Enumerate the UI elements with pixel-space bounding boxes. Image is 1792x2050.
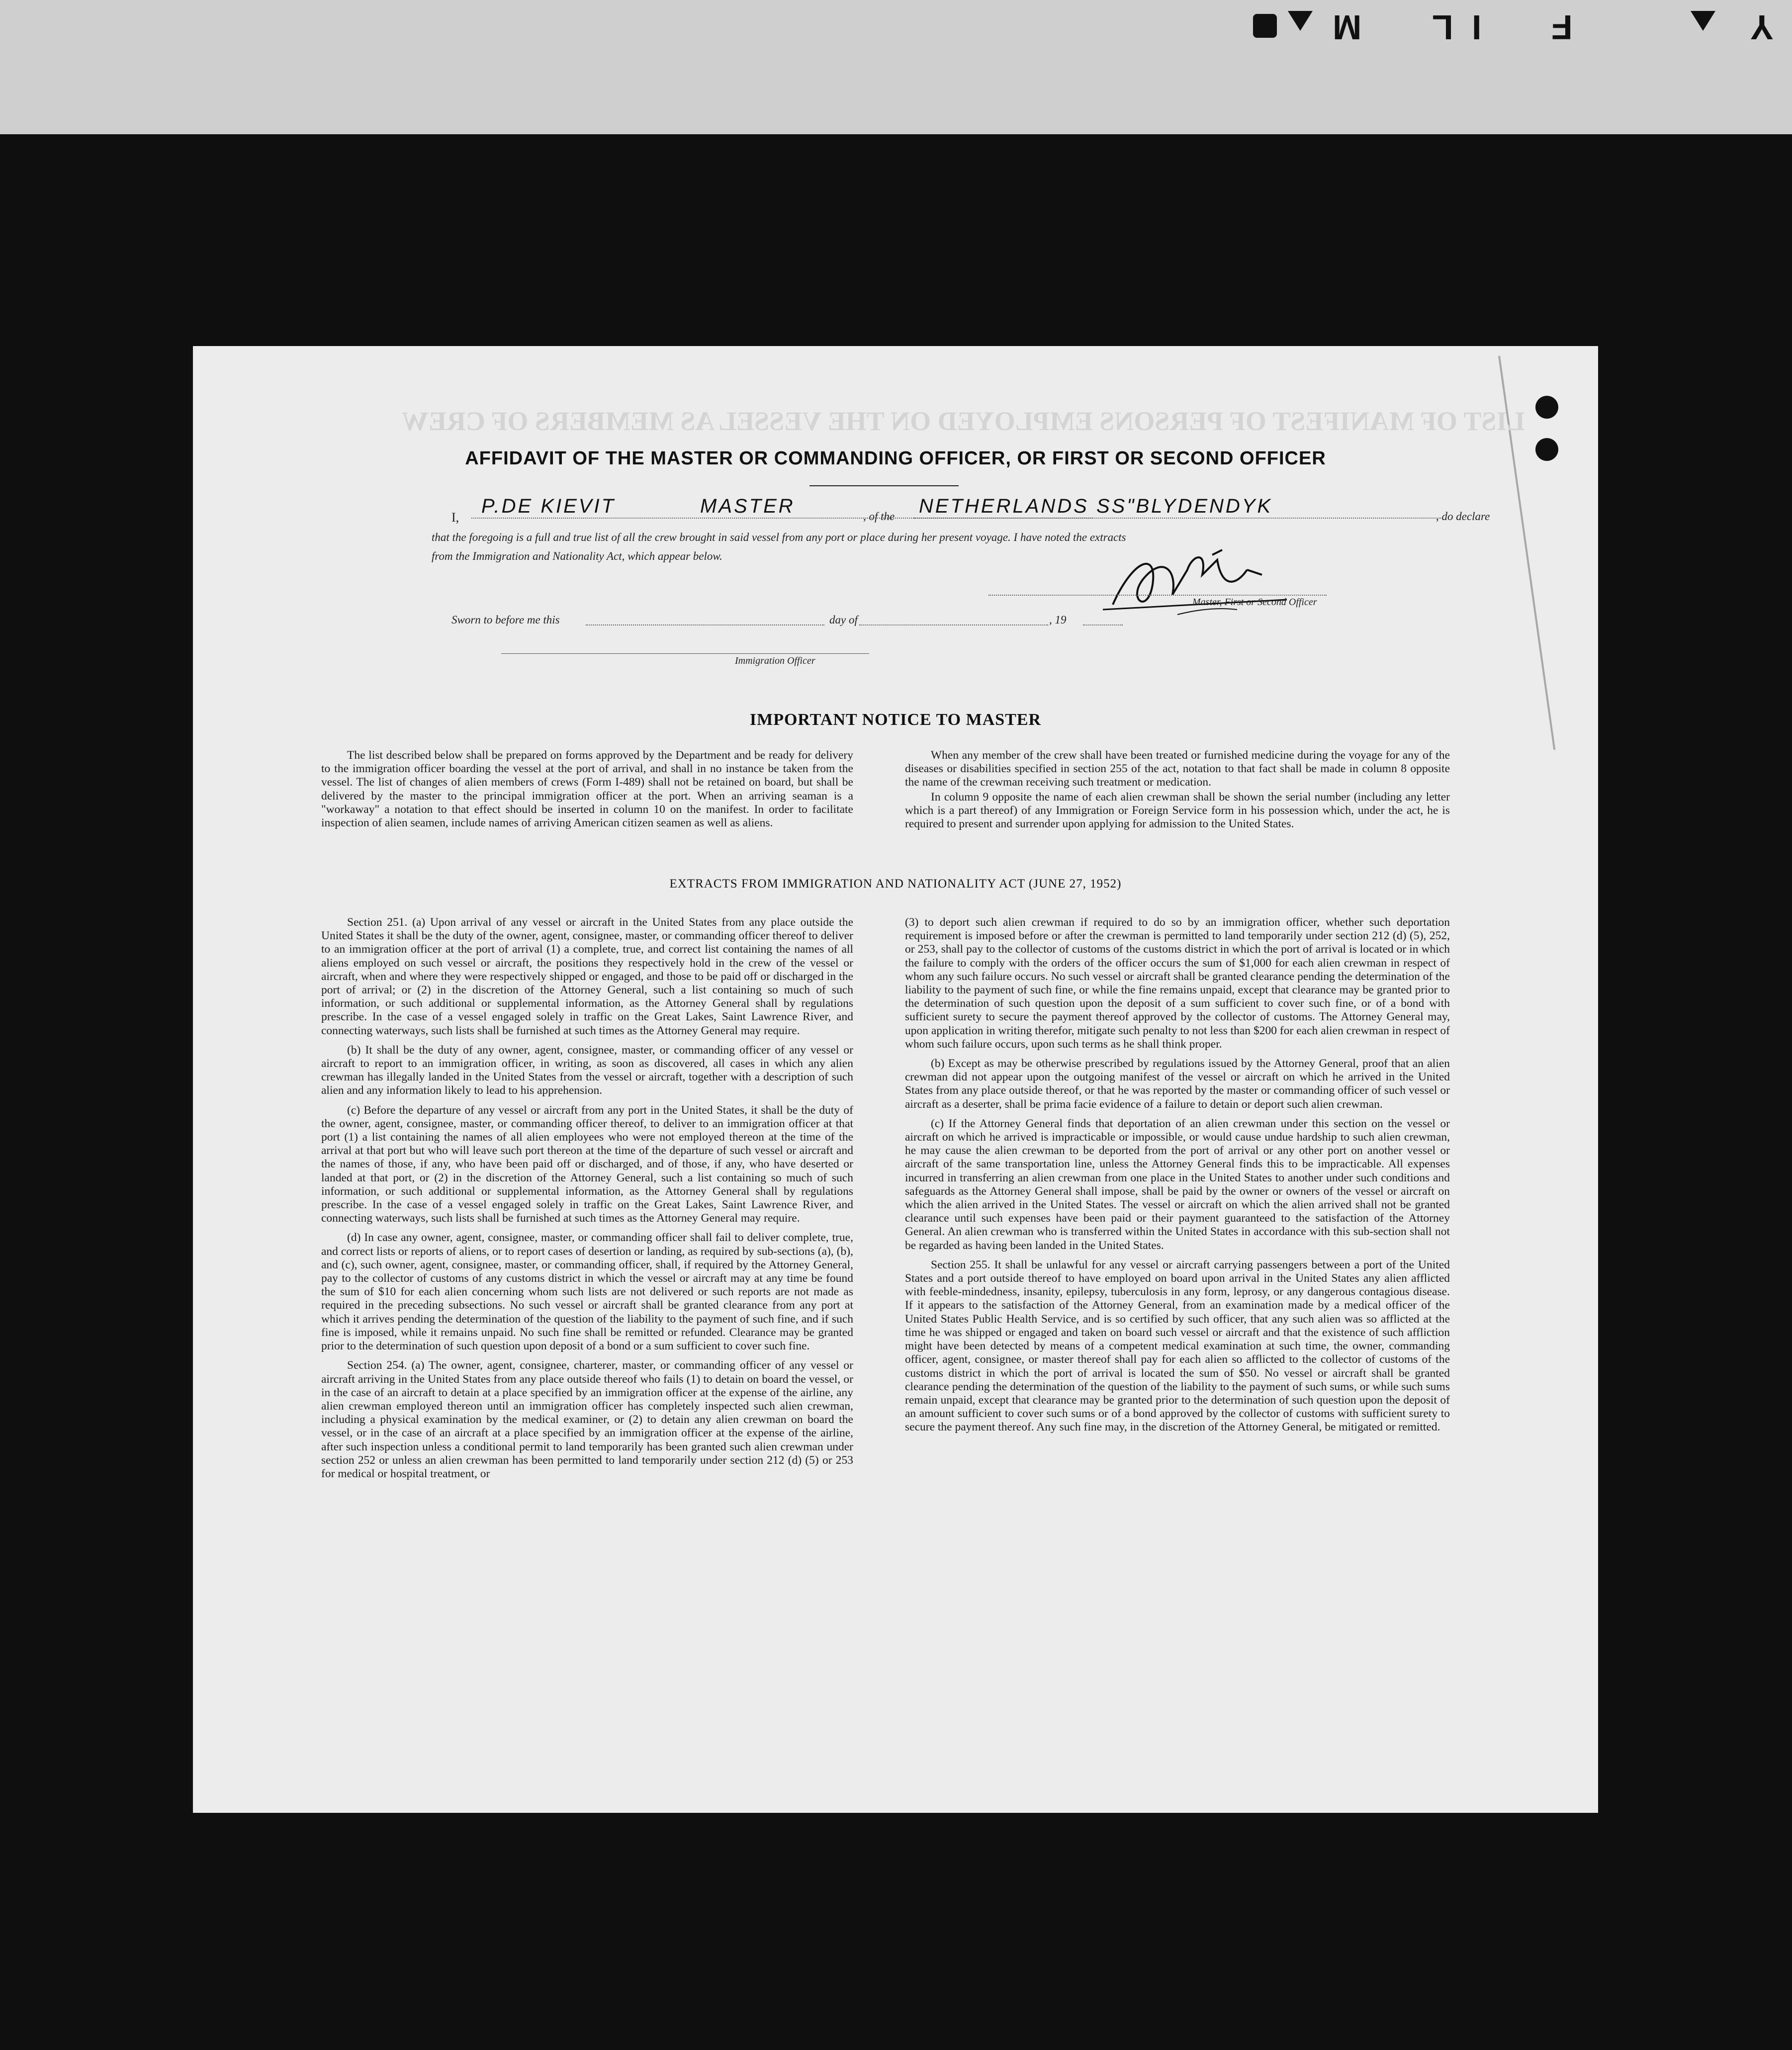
film-mark-m: M (1333, 8, 1362, 47)
declaration-line-2: that the foregoing is a full and true list of all the crew brought in said vessel from any port or place during her present voyage. I have noted the extracts (432, 531, 1126, 543)
section-255: Section 255. It shall be unlawful for any vessel or aircraft carrying passengers between a port of the United States and a port outside thereof to have employed on board upon arrival in the United States any alien afflicted with feeble-mindedness, insanity, epilepsy, tuberculosis in any form, leprosy, or any dangerous contagious disease. If it appears to the satisfaction of the Attorney General, from an examination made by a medical officer of the United States Public Health Service, and is so certified by such officer, that any such alien was so afflicted at the time he was shipped or engaged and taken on board such vessel or aircraft and that the existence of such affliction might have been detected by means of a competent medical examination at such time, the owner, commanding officer, agent, consignee, or master thereof shall pay for each alien so afflicted to the collector of customs of the customs district in which the port of arrival is located the sum of $50. No vessel or aircraft shall be granted clearance pending the determination of the question of the liability to the payment of such sums, or while such sums remain unpaid, except that clearance may be granted prior to the determination of such question upon the deposit of an amount sufficient to cover such sums or of a bond approved by the collector of customs with sufficient surety to secure the payment thereof. Any such fine may, in the discretion of the Attorney General, be mitigated or remitted. (905, 1258, 1450, 1434)
declaration-line-3: from the Immigration and Nationality Act, which appear below. (432, 550, 722, 562)
affidavit-title: AFFIDAVIT OF THE MASTER OR COMMANDING OFFICER, OR FIRST OR SECOND OFFICER (465, 448, 1326, 469)
section-251-d: (d) In case any owner, agent, consignee, master, or commanding officer shall fail to deliver complete, true, and correct lists or reports of aliens, or to report cases of desertion or landing, as required by sub-sections (a), (b), and (c), such owner, agent, consignee, master, or commanding officer, shall, if required by the Attorney General, pay to the collector of customs of any customs district in which the vessel or aircraft may at any time be found the sum of $10 for each alien concerning whom such lists are not delivered or such reports are not made as required in the preceding subsections. No such vessel or aircraft shall be granted clearance from any port at which it arrives pending the determination of the question of the liability to the payment of such fine, and if such fine is imposed, while it remains unpaid. No such fine shall be remitted or refunded. Clearance may be granted prior to the determination of such question upon deposit of a bond or a sum sufficient to cover such fine. (321, 1231, 853, 1353)
section-254-a-continued: (3) to deport such alien crewman if required to do so by an immigration officer, whether such deportation requirement is imposed before or after the crewman is permitted to land temporarily under section 212 (d) (5), 252, or 253, shall pay to the collector of customs of the customs district in which the port of arrival is located or in which the failure to comply with the orders of the officer occurs the sum of $1,000 for each alien crewman in respect of whom any such failure occurs. No such vessel or aircraft shall be granted clearance pending the determination of the liability to the payment of such fine, or while the fine remains unpaid, except that clearance may be granted prior to the determination of such question upon the deposit of a sum sufficient to cover such fine, or of a bond with sufficient surety to secure the payment thereof approved by the collector of customs. The Attorney General may, upon application in writing therefor, mitigate such penalty to not less than $200 for each alien crewman in respect of whom such failure occurs, upon such terms as he shall think proper. (905, 916, 1450, 1051)
year-label: , 19 (1049, 614, 1067, 626)
notice-left-column (321, 749, 853, 836)
film-mark-l: L (1432, 8, 1453, 47)
film-mark-f: F (1551, 8, 1573, 47)
section-251-b: (b) It shall be the duty of any owner, agent, consignee, master, or commanding officer of any vessel or aircraft to report to an immigration officer, in writing, as soon as discovered, all cases in which any alien crewman has illegally landed in the United States from the vessel or aircraft, together with a description of such alien and any information likely to lead to his apprehension. (321, 1043, 853, 1097)
document-page (193, 346, 1598, 1813)
notice-title: IMPORTANT NOTICE TO MASTER (749, 711, 1042, 729)
sworn-year-line (1083, 624, 1123, 625)
sworn-month-line (859, 624, 1048, 625)
day-of-label: day of (829, 614, 858, 626)
master-name: P.DE KIEVIT (481, 495, 616, 517)
section-254-c: (c) If the Attorney General finds that deportation of an alien crewman under this section on the vessel or aircraft on which he arrived is impracticable or impossible, or would cause undue hardship to such alien crewman, he may cause the alien crewman to be deported from the port of arrival or any other port on another vessel or aircraft of the same transportation line, unless the Attorney General finds this to be impracticable. All expenses incurred in transferring an alien crewman from one place in the United States to another under such conditions and safeguards as the Attorney General shall impose, shall be paid by the owner or owners of the vessel or aircraft on which the alien arrived in the United States. The vessel or aircraft on which the alien arrived shall not be granted clearance until such expenses have been paid or their payment guaranteed to the satisfaction of the Attorney General. An alien crewman who is transferred within the United States in accordance with this sub-section shall not be regarded as having been landed in the United States. (905, 1117, 1450, 1252)
film-mark-i: I (1472, 8, 1482, 47)
immigration-officer-caption: Immigration Officer (735, 655, 815, 666)
punch-hole-icon (1535, 396, 1558, 419)
film-triangle-icon (1691, 11, 1715, 31)
of-the-label: , of the (863, 510, 895, 523)
vessel-name: NETHERLANDS SS"BLYDENDYK (919, 495, 1273, 517)
notice-left-paragraph: The list described below shall be prepared on forms approved by the Department and be ready for delivery to the immigration officer boarding the vessel at the port of arrival, and shall in no instance be taken from the vessel. The list of changes of alien members of crews (Form I-489) shall not be retained on board, but shall be delivered by the master to the principal immigration officer at the port. When an arriving seaman is a "workaway" a notation to that effect should be inserted in column 10 on the manifest. In order to facilitate inspection of alien seamen, include names of arriving American citizen seamen as well as aliens. (321, 749, 853, 830)
do-declare-label: , do declare (1436, 510, 1490, 523)
notice-right-paragraph-1: When any member of the crew shall have been treated or furnished medicine during the voyage for any of the diseases or disabilities specified in section 255 of the act, notation to that fact shall be made in column 8 opposite the name of the crewman receiving such treatment or medication. (905, 749, 1450, 789)
immigration-officer-line (501, 653, 869, 654)
section-254-a: Section 254. (a) The owner, agent, consignee, charterer, master, or commanding officer of any vessel or aircraft arriving in the United States from any place outside thereof who fails (1) to detain on board the vessel, or in the case of an aircraft to detain at a place specified by an immigration officer at the expense of the airline, any alien crewman employed thereon until an immigration officer has completely inspected such alien crewman, including a physical examination by the medical examiner, or (2) to detain any alien crewman on board the vessel, or in the case of an aircraft at a place specified by an immigration officer at the expense of the airline, after such inspection unless a conditional permit to land temporarily has been granted such alien crewman under section 252 or unless an alien crewman has been permitted to land temporarily under section 212 (d) (5) or 253 for medical or hospital treatment, or (321, 1359, 853, 1480)
sworn-day-line (586, 624, 824, 625)
film-square-icon (1253, 14, 1277, 38)
bleed-through-text: LIST OF MANIFEST OF PERSONS EMPLOYED ON THE VESSEL AS MEMBERS OF CREW (402, 406, 1525, 436)
section-251-c: (c) Before the departure of any vessel or aircraft from any port in the United States, it shall be the duty of the owner, agent, consignee, master, or commanding officer thereof, to deliver to an immigration officer at that port (1) a list containing the names of all alien employees who were not employed thereon at the time of the arrival at that port but who will leave such port thereon at the time of the departure of such vessel or aircraft and the names of those, if any, who have been paid off or discharged, and of those, if any, who have deserted or landed at that port, or (2) in the discretion of the Attorney General, such a list containing so much of such information, or such additional or supplemental information, as the Attorney General shall by regulations prescribe. In the case of a vessel engaged solely in traffic on the Great Lakes, Saint Lawrence River, and connecting waterways, such lists shall be furnished at such times as the Attorney General may require. (321, 1103, 853, 1225)
film-mark-y: Y (1750, 8, 1774, 47)
signature-line (988, 595, 1327, 596)
notice-right-column (905, 749, 1450, 837)
extracts-right-column (905, 916, 1450, 1440)
sworn-label: Sworn to before me this (451, 614, 560, 626)
film-triangle-icon (1288, 11, 1313, 31)
vessel-fill-line (914, 518, 1441, 519)
extracts-title: EXTRACTS FROM IMMIGRATION AND NATIONALITY ACT (JUNE 27, 1952) (669, 877, 1122, 891)
film-strip-header (0, 0, 1792, 134)
title-rule (809, 485, 959, 486)
master-rank: MASTER (700, 495, 795, 517)
i-label: I, (451, 510, 459, 525)
notice-right-paragraph-2: In column 9 opposite the name of each alien crewman shall be shown the serial number (including any letter which is a part thereof) of any Immigration or Foreign Service form in his possession which, under the act, he is required to present and surrender upon applying for admission to the United States. (905, 790, 1450, 831)
section-254-b: (b) Except as may be otherwise prescribed by regulations issued by the Attorney General, proof that an alien crewman did not appear upon the outgoing manifest of the vessel or aircraft on which he arrived in the United States from any place outside thereof, or that he was reported by the master or commanding officer of such vessel or aircraft as a deserter, shall be prima facie evidence of a failure to detain or deport such alien crewman. (905, 1057, 1450, 1111)
section-251-a: Section 251. (a) Upon arrival of any vessel or aircraft in the United States from any place outside the United States it shall be the duty of the owner, agent, consignee, master, or commanding officer thereof to deliver to an immigration officer at the port of arrival (1) a complete, true, and correct list containing the names of all aliens employed on such vessel or aircraft, the positions they respectively hold in the crew of the vessel or aircraft, when and where they were respectively shipped or engaged, and those to be paid off or discharged in the port of arrival; or (2) in the discretion of the Attorney General, such a list containing so much of such information, or such additional or supplemental information, as the Attorney General shall by regulations prescribe. In the case of a vessel engaged solely in traffic on the Great Lakes, Saint Lawrence River, and connecting waterways, such lists shall be furnished at such times as the Attorney General may require. (321, 916, 853, 1037)
signature-caption: Master, First or Second Officer (1192, 597, 1317, 608)
extracts-left-column (321, 916, 853, 1487)
